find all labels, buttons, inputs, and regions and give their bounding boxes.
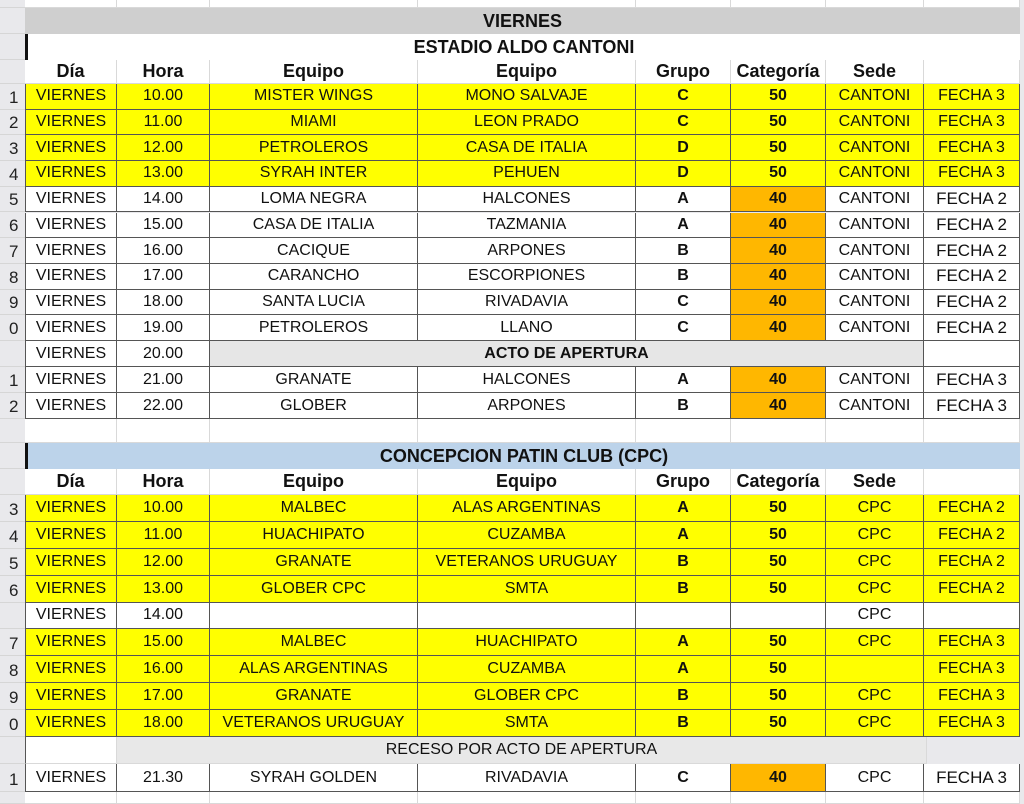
- row-number: 2: [0, 110, 25, 136]
- cell-hora[interactable]: 12.00: [117, 549, 210, 576]
- cell-equipo-2[interactable]: PEHUEN: [418, 161, 636, 187]
- cell-equipo-2[interactable]: RIVADAVIA: [418, 290, 636, 316]
- cell-dia[interactable]: VIERNES: [25, 84, 117, 110]
- cell-dia[interactable]: VIERNES: [25, 290, 117, 316]
- cell-sede[interactable]: CANTONI: [826, 393, 924, 419]
- col-header-categoria: Categoría: [731, 60, 826, 84]
- cell-equipo-2[interactable]: LEON PRADO: [418, 110, 636, 136]
- cell-hora[interactable]: 11.00: [117, 110, 210, 136]
- cell-categoria[interactable]: 50: [731, 683, 826, 710]
- cell-fecha[interactable]: FECHA 2: [924, 187, 1020, 213]
- cell-fecha[interactable]: FECHA 3: [924, 393, 1020, 419]
- cell-equipo-2[interactable]: RIVADAVIA: [418, 764, 636, 792]
- row-number: 5: [0, 549, 25, 576]
- blank-row: [0, 419, 1024, 443]
- cell-equipo-2[interactable]: ARPONES: [418, 393, 636, 419]
- venue-title-cantoni: ESTADIO ALDO CANTONI: [25, 34, 1020, 60]
- match-row: [0, 161, 1024, 187]
- cell-fecha[interactable]: FECHA 2: [924, 238, 1020, 264]
- cell-categoria[interactable]: 40: [731, 393, 826, 419]
- col-header-equipo-1: Equipo: [210, 60, 418, 84]
- cell-sede[interactable]: CPC: [826, 683, 924, 710]
- cell-sede[interactable]: CPC: [826, 710, 924, 737]
- cell-categoria[interactable]: 40: [731, 764, 826, 792]
- cell-dia[interactable]: VIERNES: [25, 683, 117, 710]
- cell-equipo-2[interactable]: MONO SALVAJE: [418, 84, 636, 110]
- cell-fecha[interactable]: FECHA 3: [924, 710, 1020, 737]
- cell-hora[interactable]: 10.00: [117, 84, 210, 110]
- cell-sede[interactable]: CANTONI: [826, 161, 924, 187]
- cell-sede[interactable]: CANTONI: [826, 84, 924, 110]
- cell-hora[interactable]: 19.00: [117, 315, 210, 341]
- row-number: 8: [0, 656, 25, 683]
- cell-equipo-2[interactable]: ESCORPIONES: [418, 264, 636, 290]
- cell-equipo-2[interactable]: GLOBER CPC: [418, 683, 636, 710]
- match-row: [0, 549, 1024, 576]
- match-row: [0, 522, 1024, 549]
- cell-equipo-2[interactable]: SMTA: [418, 710, 636, 737]
- cell-fecha[interactable]: FECHA 3: [924, 135, 1020, 161]
- match-row: [0, 290, 1024, 316]
- cell-categoria[interactable]: [731, 602, 826, 629]
- match-row: [0, 187, 1024, 213]
- cell-categoria[interactable]: 40: [731, 187, 826, 213]
- row-number: 3: [0, 135, 25, 161]
- cell-categoria[interactable]: 40: [731, 238, 826, 264]
- cell-categoria[interactable]: 50: [731, 549, 826, 576]
- cell-dia[interactable]: VIERNES: [25, 549, 117, 576]
- match-row: [0, 710, 1024, 737]
- cell-equipo-1[interactable]: PETROLEROS: [210, 315, 418, 341]
- cell-equipo-2[interactable]: [418, 602, 636, 629]
- cell-fecha[interactable]: FECHA 2: [924, 495, 1020, 522]
- cell-categoria[interactable]: 40: [731, 264, 826, 290]
- cell-dia[interactable]: VIERNES: [25, 764, 117, 792]
- cell-fecha[interactable]: FECHA 3: [924, 367, 1020, 393]
- cell-equipo-1[interactable]: GLOBER CPC: [210, 576, 418, 603]
- cell-categoria[interactable]: 50: [731, 135, 826, 161]
- cell-fecha[interactable]: FECHA 2: [924, 576, 1020, 603]
- match-row: [0, 764, 1024, 792]
- match-row: [0, 213, 1024, 239]
- cell-dia[interactable]: VIERNES: [25, 602, 117, 629]
- cell-equipo-1[interactable]: HUACHIPATO: [210, 522, 418, 549]
- cell-fecha[interactable]: FECHA 2: [924, 290, 1020, 316]
- cell-hora[interactable]: 16.00: [117, 238, 210, 264]
- cell-sede[interactable]: CPC: [826, 629, 924, 656]
- cell-equipo-2[interactable]: CASA DE ITALIA: [418, 135, 636, 161]
- cell-hora[interactable]: 10.00: [117, 495, 210, 522]
- row-number: 4: [0, 522, 25, 549]
- row-number: 6: [0, 213, 25, 239]
- cell-hora[interactable]: 17.00: [117, 264, 210, 290]
- col-header-equipo-1: Equipo: [210, 469, 418, 495]
- cell-dia[interactable]: VIERNES: [25, 522, 117, 549]
- venue-title-cpc: CONCEPCION PATIN CLUB (CPC): [25, 443, 1020, 469]
- empty-slot-row: [0, 602, 1024, 629]
- cell-grupo[interactable]: D: [636, 135, 731, 161]
- cell-fecha[interactable]: FECHA 3: [924, 683, 1020, 710]
- match-row: [0, 84, 1024, 110]
- cell-equipo-1[interactable]: VETERANOS URUGUAY: [210, 710, 418, 737]
- cell-equipo-1[interactable]: GRANATE: [210, 683, 418, 710]
- cell-dia[interactable]: VIERNES: [25, 238, 117, 264]
- cell-equipo-1[interactable]: SYRAH GOLDEN: [210, 764, 418, 792]
- cell-categoria[interactable]: 50: [731, 495, 826, 522]
- cell-fecha[interactable]: FECHA 3: [924, 161, 1020, 187]
- cell-grupo[interactable]: A: [636, 522, 731, 549]
- cell-dia[interactable]: VIERNES: [25, 393, 117, 419]
- cell-sede[interactable]: CPC: [826, 602, 924, 629]
- cell-dia[interactable]: VIERNES: [25, 264, 117, 290]
- cell-equipo-1[interactable]: SYRAH INTER: [210, 161, 418, 187]
- cell-equipo-1[interactable]: MALBEC: [210, 629, 418, 656]
- cell-equipo-2[interactable]: CUZAMBA: [418, 522, 636, 549]
- cell-grupo[interactable]: C: [636, 764, 731, 792]
- match-row: [0, 683, 1024, 710]
- cell-dia[interactable]: VIERNES: [25, 629, 117, 656]
- col-header-equipo-2: Equipo: [418, 60, 636, 84]
- cell-sede[interactable]: CANTONI: [826, 213, 924, 239]
- cell-dia[interactable]: VIERNES: [25, 161, 117, 187]
- row-number: 9: [0, 683, 25, 710]
- cell-sede[interactable]: CPC: [826, 522, 924, 549]
- cell-categoria[interactable]: 50: [731, 710, 826, 737]
- cell-dia[interactable]: VIERNES: [25, 495, 117, 522]
- cell-grupo[interactable]: A: [636, 367, 731, 393]
- col-header-categoria: Categoría: [731, 469, 826, 495]
- cell-grupo[interactable]: C: [636, 315, 731, 341]
- cell-fecha[interactable]: FECHA 3: [924, 656, 1020, 683]
- col-header-sede: Sede: [826, 469, 924, 495]
- row-number: 6: [0, 576, 25, 603]
- row-number: 2: [0, 393, 25, 419]
- cell-grupo[interactable]: A: [636, 656, 731, 683]
- cell-grupo[interactable]: A: [636, 213, 731, 239]
- col-header-hora: Hora: [117, 469, 210, 495]
- cell-hora[interactable]: 14.00: [117, 602, 210, 629]
- row-number: 1: [0, 764, 25, 792]
- cell-fecha[interactable]: FECHA 3: [924, 629, 1020, 656]
- cell-equipo-1[interactable]: MISTER WINGS: [210, 84, 418, 110]
- row-number: 4: [0, 161, 25, 187]
- cell-grupo[interactable]: A: [636, 187, 731, 213]
- event-label[interactable]: ACTO DE APERTURA: [210, 341, 924, 367]
- row-number: 5: [0, 187, 25, 213]
- cell-dia[interactable]: VIERNES: [25, 213, 117, 239]
- cell-sede[interactable]: CPC: [826, 764, 924, 792]
- col-header-sede: Sede: [826, 60, 924, 84]
- cell-grupo[interactable]: B: [636, 683, 731, 710]
- cell-categoria[interactable]: 40: [731, 315, 826, 341]
- cell-grupo[interactable]: C: [636, 290, 731, 316]
- row-number: 1: [0, 367, 25, 393]
- cell-grupo[interactable]: A: [636, 495, 731, 522]
- cell-hora[interactable]: 11.00: [117, 522, 210, 549]
- col-header-hora: Hora: [117, 60, 210, 84]
- cell-equipo-1[interactable]: CARANCHO: [210, 264, 418, 290]
- cell-equipo-1[interactable]: ALAS ARGENTINAS: [210, 656, 418, 683]
- col-header-fecha: [924, 60, 1020, 84]
- cell-fecha[interactable]: FECHA 3: [924, 764, 1020, 792]
- match-row: [0, 393, 1024, 419]
- cell-grupo[interactable]: B: [636, 576, 731, 603]
- cell-grupo[interactable]: A: [636, 629, 731, 656]
- cell-categoria[interactable]: 50: [731, 629, 826, 656]
- cell-fecha[interactable]: [924, 341, 1020, 367]
- cell-dia[interactable]: VIERNES: [25, 341, 117, 367]
- match-row: [0, 495, 1024, 522]
- cell-hora[interactable]: 18.00: [117, 710, 210, 737]
- cell-equipo-1[interactable]: PETROLEROS: [210, 135, 418, 161]
- cell-hora[interactable]: 14.00: [117, 187, 210, 213]
- cell-grupo[interactable]: C: [636, 110, 731, 136]
- col-header-equipo-2: Equipo: [418, 469, 636, 495]
- cell-equipo-1[interactable]: GRANATE: [210, 549, 418, 576]
- cell-equipo-2[interactable]: HALCONES: [418, 187, 636, 213]
- cell-categoria[interactable]: 50: [731, 522, 826, 549]
- cell-fecha[interactable]: FECHA 3: [924, 110, 1020, 136]
- match-row: [0, 656, 1024, 683]
- cell-sede[interactable]: CPC: [826, 549, 924, 576]
- cell-hora[interactable]: 15.00: [117, 629, 210, 656]
- cell-grupo[interactable]: B: [636, 264, 731, 290]
- cell-sede[interactable]: [826, 656, 924, 683]
- cell-categoria[interactable]: 40: [731, 213, 826, 239]
- row-number: 3: [0, 495, 25, 522]
- cell-equipo-1[interactable]: GLOBER: [210, 393, 418, 419]
- header-row: [0, 60, 1024, 84]
- cell-equipo-1[interactable]: MALBEC: [210, 495, 418, 522]
- cell-grupo[interactable]: B: [636, 710, 731, 737]
- cell-dia[interactable]: VIERNES: [25, 110, 117, 136]
- match-row: [0, 135, 1024, 161]
- col-header-grupo: Grupo: [636, 60, 731, 84]
- col-header-grupo: Grupo: [636, 469, 731, 495]
- cell-fecha[interactable]: FECHA 2: [924, 549, 1020, 576]
- cell-equipo-2[interactable]: CUZAMBA: [418, 656, 636, 683]
- cell-dia[interactable]: [25, 737, 117, 764]
- cell-fecha[interactable]: FECHA 2: [924, 315, 1020, 341]
- recess-label[interactable]: RECESO POR ACTO DE APERTURA: [117, 737, 927, 764]
- header-row: [0, 469, 1024, 495]
- cell-hora[interactable]: 15.00: [117, 213, 210, 239]
- cell-grupo[interactable]: [636, 602, 731, 629]
- cell-sede[interactable]: CPC: [826, 495, 924, 522]
- cell-hora[interactable]: 18.00: [117, 290, 210, 316]
- row-number: 7: [0, 238, 25, 264]
- cell-equipo-2[interactable]: HALCONES: [418, 367, 636, 393]
- col-header-fecha: [924, 469, 1020, 495]
- cell-dia[interactable]: VIERNES: [25, 135, 117, 161]
- cell-categoria[interactable]: 50: [731, 110, 826, 136]
- cell-equipo-2[interactable]: ARPONES: [418, 238, 636, 264]
- cell-dia[interactable]: VIERNES: [25, 187, 117, 213]
- recess-row: [0, 737, 1024, 764]
- cell-equipo-1[interactable]: CASA DE ITALIA: [210, 213, 418, 239]
- cell-hora[interactable]: 21.00: [117, 367, 210, 393]
- row-number: 8: [0, 264, 25, 290]
- cell-hora[interactable]: 22.00: [117, 393, 210, 419]
- cell-dia[interactable]: VIERNES: [25, 367, 117, 393]
- cell-equipo-2[interactable]: SMTA: [418, 576, 636, 603]
- cell-grupo[interactable]: B: [636, 549, 731, 576]
- cell-hora[interactable]: 13.00: [117, 576, 210, 603]
- match-row: [0, 238, 1024, 264]
- cell-grupo[interactable]: B: [636, 238, 731, 264]
- cell-dia[interactable]: VIERNES: [25, 576, 117, 603]
- match-row: [0, 315, 1024, 341]
- cell-dia[interactable]: VIERNES: [25, 656, 117, 683]
- cell-hora[interactable]: 12.00: [117, 135, 210, 161]
- cell-sede[interactable]: CANTONI: [826, 315, 924, 341]
- cell-fecha[interactable]: FECHA 2: [924, 213, 1020, 239]
- cell-equipo-1[interactable]: GRANATE: [210, 367, 418, 393]
- cell-equipo-2[interactable]: HUACHIPATO: [418, 629, 636, 656]
- row-number: 7: [0, 629, 25, 656]
- cell-categoria[interactable]: 50: [731, 84, 826, 110]
- cell-categoria[interactable]: 40: [731, 367, 826, 393]
- cell-fecha[interactable]: FECHA 2: [924, 264, 1020, 290]
- cell-categoria[interactable]: 50: [731, 576, 826, 603]
- row-number: 1: [0, 84, 25, 110]
- cell-equipo-2[interactable]: TAZMANIA: [418, 213, 636, 239]
- cell-fecha[interactable]: FECHA 3: [924, 84, 1020, 110]
- cell-hora[interactable]: 21.30: [117, 764, 210, 792]
- match-row: [0, 367, 1024, 393]
- cell-equipo-2[interactable]: ALAS ARGENTINAS: [418, 495, 636, 522]
- cell-categoria[interactable]: 50: [731, 656, 826, 683]
- match-row: [0, 629, 1024, 656]
- cell-equipo-2[interactable]: VETERANOS URUGUAY: [418, 549, 636, 576]
- blank-row: [0, 0, 1024, 8]
- row-number: 0: [0, 315, 25, 341]
- cell-categoria[interactable]: 50: [731, 161, 826, 187]
- cell-equipo-2[interactable]: LLANO: [418, 315, 636, 341]
- cell-fecha[interactable]: FECHA 2: [924, 522, 1020, 549]
- col-header-dia: Día: [25, 60, 117, 84]
- cell-equipo-1[interactable]: SANTA LUCIA: [210, 290, 418, 316]
- cell-equipo-1[interactable]: MIAMI: [210, 110, 418, 136]
- cell-categoria[interactable]: 40: [731, 290, 826, 316]
- match-row: [0, 264, 1024, 290]
- cell-grupo[interactable]: C: [636, 84, 731, 110]
- match-row: [0, 110, 1024, 136]
- cell-sede[interactable]: CANTONI: [826, 264, 924, 290]
- cell-sede[interactable]: CANTONI: [826, 135, 924, 161]
- cell-hora[interactable]: 13.00: [117, 161, 210, 187]
- cell-sede[interactable]: CPC: [826, 576, 924, 603]
- cell-equipo-1[interactable]: LOMA NEGRA: [210, 187, 418, 213]
- row-number: 0: [0, 710, 25, 737]
- cell-hora[interactable]: 17.00: [117, 683, 210, 710]
- cell-sede[interactable]: CANTONI: [826, 187, 924, 213]
- cell-sede[interactable]: CANTONI: [826, 290, 924, 316]
- cell-fecha[interactable]: [924, 602, 1020, 629]
- cell-sede[interactable]: CANTONI: [826, 238, 924, 264]
- cell-sede[interactable]: CANTONI: [826, 367, 924, 393]
- day-title: VIERNES: [25, 8, 1020, 34]
- match-row: [0, 576, 1024, 603]
- cell-equipo-1[interactable]: CACIQUE: [210, 238, 418, 264]
- cell-equipo-1[interactable]: [210, 602, 418, 629]
- cell-dia[interactable]: VIERNES: [25, 710, 117, 737]
- row-number: 9: [0, 290, 25, 316]
- cell-dia[interactable]: VIERNES: [25, 315, 117, 341]
- cell-grupo[interactable]: B: [636, 393, 731, 419]
- cell-hora[interactable]: 16.00: [117, 656, 210, 683]
- cell-hora[interactable]: 20.00: [117, 341, 210, 367]
- event-row: [0, 341, 1024, 367]
- blank-row: [0, 792, 1024, 804]
- cell-sede[interactable]: CANTONI: [826, 110, 924, 136]
- col-header-dia: Día: [25, 469, 117, 495]
- cell-grupo[interactable]: D: [636, 161, 731, 187]
